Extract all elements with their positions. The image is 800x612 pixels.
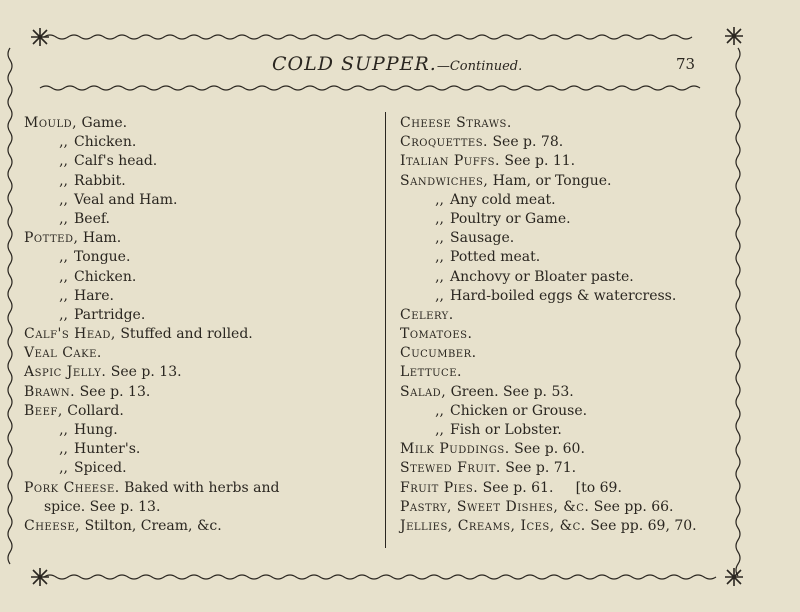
- index-entry: [400, 479, 745, 498]
- entry-text: Chicken.: [74, 268, 137, 285]
- entry-text: Hung.: [74, 422, 118, 438]
- entry-heading: Cheese,: [24, 517, 81, 534]
- entry-text: Tongue.: [74, 249, 131, 266]
- entry-heading: Beef,: [24, 402, 63, 419]
- ditto-mark: ,,: [59, 153, 68, 170]
- ditto-mark: ,,: [435, 191, 444, 208]
- top-wavy-rule: [44, 35, 692, 39]
- ditto-mark: ,,: [435, 230, 444, 247]
- index-entry: [24, 268, 369, 287]
- ditto-mark: ,,: [59, 210, 68, 227]
- corner-ornament-bottom-left: [31, 568, 49, 586]
- index-entry: [400, 152, 745, 171]
- entry-heading: Milk Puddings.: [400, 441, 510, 458]
- index-entry: [400, 498, 745, 517]
- ditto-mark: ,,: [59, 249, 68, 266]
- index-entry: [400, 248, 745, 267]
- entry-text: See p. 13.: [75, 383, 151, 400]
- index-entry: [400, 287, 745, 306]
- index-entry: [400, 268, 745, 287]
- index-entry: [400, 421, 745, 440]
- entry-text: Potted meat.: [450, 249, 541, 266]
- index-entry: [400, 383, 745, 402]
- entry-text: Rabbit.: [74, 172, 126, 189]
- entry-text: See p. 13.: [106, 364, 182, 381]
- index-entry: [24, 498, 369, 517]
- index-entry: [24, 383, 369, 402]
- entry-heading: Italian Puffs.: [400, 153, 500, 170]
- entry-heading: Pork Cheese.: [24, 479, 120, 496]
- index-entry: [400, 172, 745, 191]
- header-wavy-rule: [40, 86, 700, 90]
- entry-text: See p. 71.: [500, 460, 577, 477]
- ditto-mark: ,,: [59, 441, 68, 458]
- index-entry: [400, 133, 745, 152]
- index-entry: [24, 517, 369, 536]
- entry-text: Spiced.: [74, 460, 127, 477]
- index-entry: [400, 344, 745, 363]
- entry-heading: Pastry, Sweet Dishes, &c.: [400, 498, 590, 515]
- ditto-mark: ,,: [435, 268, 444, 285]
- entry-text: Beef.: [74, 210, 110, 227]
- index-entry: [24, 229, 369, 248]
- left-wavy-rule: [8, 48, 12, 564]
- entry-text: See p. 11.: [499, 153, 576, 170]
- entry-text: Stuffed and rolled.: [115, 326, 253, 343]
- index-entry: [24, 133, 369, 152]
- left-column: [24, 114, 369, 536]
- entry-text: spice. See p. 13.: [44, 498, 161, 515]
- column-divider: [385, 112, 386, 548]
- ditto-mark: ,,: [59, 172, 68, 189]
- index-entry: [24, 421, 369, 440]
- index-entry: [24, 152, 369, 171]
- index-entry: [24, 114, 369, 133]
- entry-heading: Cucumber.: [400, 345, 477, 362]
- index-entry: [24, 344, 369, 363]
- index-entry: [24, 287, 369, 306]
- entry-text: See p. 61. [to 69.: [478, 479, 622, 496]
- ditto-mark: ,,: [435, 249, 444, 266]
- ditto-mark: ,,: [435, 402, 444, 419]
- index-entry: [400, 210, 745, 229]
- index-entry: [24, 402, 369, 421]
- entry-text: Hunter's.: [74, 441, 141, 458]
- ditto-mark: ,,: [59, 460, 68, 477]
- index-entry: [400, 517, 745, 536]
- entry-heading: Veal Cake.: [24, 345, 102, 362]
- entry-heading: Salad,: [400, 383, 447, 400]
- entry-text: Chicken or Grouse.: [450, 402, 588, 419]
- index-entry: [24, 191, 369, 210]
- corner-ornament-bottom-right: [725, 568, 743, 586]
- entry-heading: Stewed Fruit.: [400, 460, 501, 477]
- entry-text: Green. See p. 53.: [446, 383, 574, 400]
- corner-ornament-top-left: [31, 28, 49, 46]
- index-entry: [24, 325, 369, 344]
- index-entry: [24, 363, 369, 382]
- index-entry: [24, 479, 369, 498]
- page-number: 73: [676, 55, 696, 73]
- entry-text: Hard-boiled eggs & watercress.: [450, 287, 677, 304]
- index-entry: [400, 229, 745, 248]
- entry-heading: Mould,: [24, 115, 78, 131]
- entry-heading: Aspic Jelly.: [24, 364, 107, 381]
- entry-text: Anchovy or Bloater paste.: [450, 268, 634, 285]
- ditto-mark: ,,: [59, 134, 68, 151]
- running-header: [0, 53, 800, 81]
- index-entry: [400, 191, 745, 210]
- entry-text: See pp. 69, 70.: [585, 517, 697, 534]
- index-entry: [400, 440, 745, 459]
- entry-heading: Jellies, Creams, Ices, &c.: [400, 517, 586, 534]
- bottom-wavy-rule: [44, 575, 716, 579]
- ditto-mark: ,,: [435, 422, 444, 438]
- entry-text: Partridge.: [74, 306, 146, 323]
- index-entry: [24, 172, 369, 191]
- entry-heading: Cheese Straws.: [400, 115, 512, 131]
- entry-heading: Celery.: [400, 306, 454, 323]
- entry-heading: Calf's Head,: [24, 326, 116, 343]
- entry-text: Veal and Ham.: [74, 191, 178, 208]
- entry-text: See p. 60.: [509, 441, 585, 458]
- entry-heading: Brawn.: [24, 383, 76, 400]
- entry-text: See pp. 66.: [589, 498, 674, 515]
- entry-heading: Sandwiches,: [400, 172, 489, 189]
- entry-text: Hare.: [74, 287, 114, 304]
- page-subtitle: —Continued.: [436, 59, 523, 74]
- entry-heading: Fruit Pies.: [400, 479, 479, 496]
- ditto-mark: ,,: [59, 268, 68, 285]
- index-entry: [24, 210, 369, 229]
- page-title: COLD SUPPER.—Continued.: [272, 53, 523, 75]
- index-entry: [400, 325, 745, 344]
- index-entry: [24, 248, 369, 267]
- entry-heading: Croquettes.: [400, 134, 488, 151]
- entry-text: Game.: [77, 115, 128, 131]
- index-entry: [400, 363, 745, 382]
- index-entry: [24, 306, 369, 325]
- ditto-mark: ,,: [435, 210, 444, 227]
- ditto-mark: ,,: [59, 287, 68, 304]
- ditto-mark: ,,: [59, 306, 68, 323]
- index-entry: [24, 440, 369, 459]
- right-column: [400, 114, 745, 536]
- entry-heading: Lettuce.: [400, 364, 462, 381]
- ditto-mark: ,,: [59, 422, 68, 438]
- entry-text: Sausage.: [450, 230, 515, 247]
- entry-text: See p. 78.: [488, 134, 564, 151]
- entry-text: Collard.: [62, 402, 124, 419]
- entry-text: Baked with herbs and: [119, 479, 280, 496]
- entry-heading: Tomatoes.: [400, 326, 473, 343]
- index-entry: [24, 459, 369, 478]
- entry-text: Stilton, Cream, &c.: [80, 517, 222, 534]
- index-entry: [400, 306, 745, 325]
- index-entry: [400, 114, 745, 133]
- entry-text: Ham.: [78, 230, 122, 247]
- entry-text: Poultry or Game.: [450, 210, 571, 227]
- ditto-mark: ,,: [59, 191, 68, 208]
- ditto-mark: ,,: [435, 287, 444, 304]
- entry-text: Chicken.: [74, 134, 137, 151]
- entry-text: Any cold meat.: [450, 191, 556, 208]
- entry-text: Ham, or Tongue.: [488, 172, 612, 189]
- entry-text: Fish or Lobster.: [450, 422, 562, 438]
- entry-text: Calf's head.: [74, 153, 158, 170]
- entry-heading: Potted,: [24, 230, 79, 247]
- corner-ornament-top-right: [725, 27, 743, 45]
- index-entry: [400, 402, 745, 421]
- index-entry: [400, 459, 745, 478]
